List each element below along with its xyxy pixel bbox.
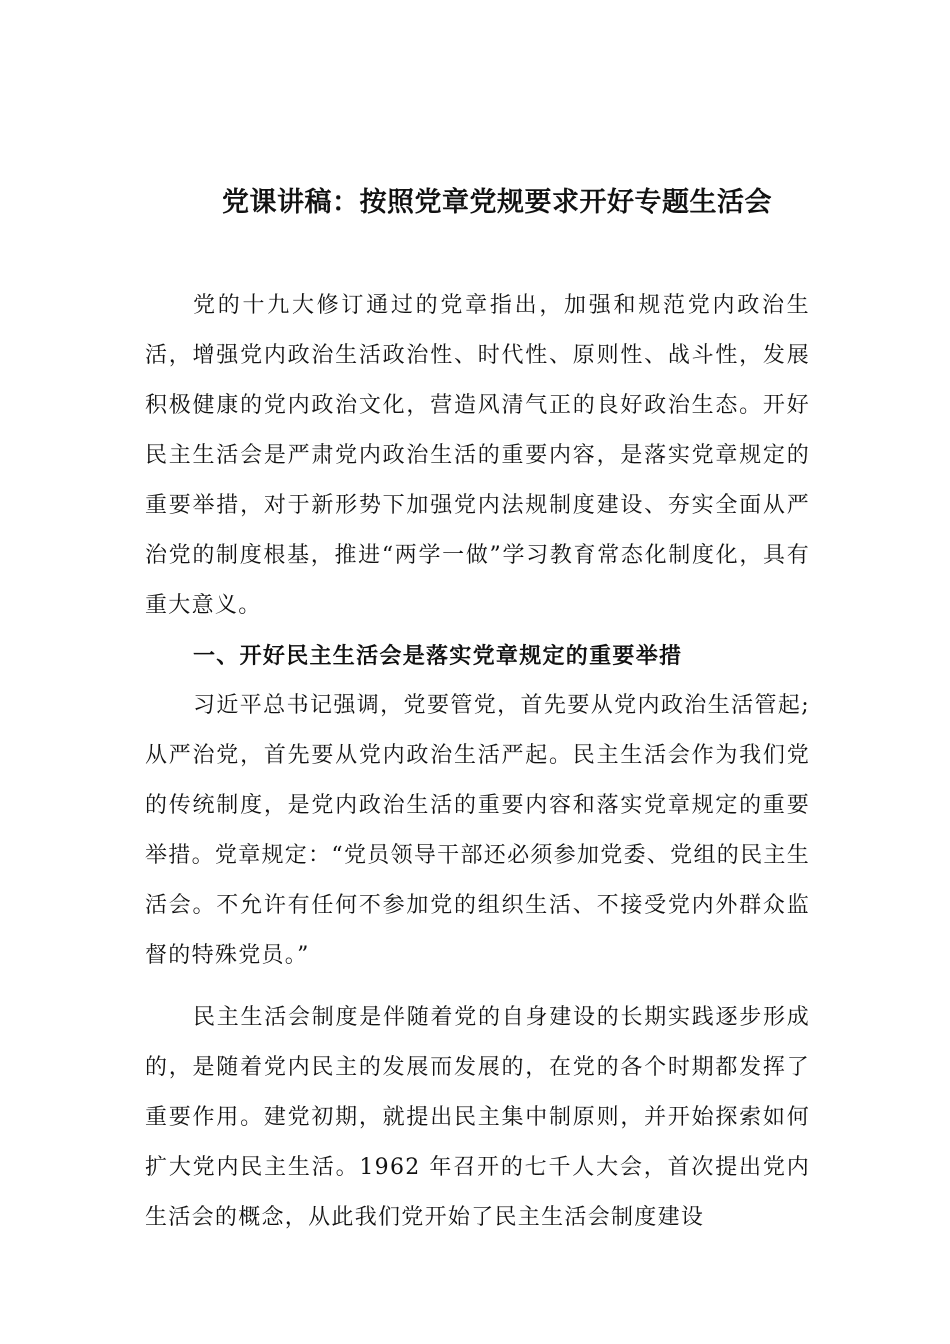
paragraph-section-1b: 民主生活会制度是伴随着党的自身建设的长期实践逐步形成的，是随着党内民主的发展而发展的，在党的各个时期都发挥了重要作用。建党初期，就提出民主集中制原则，并开始探索如何扩大党内民主生活。1962 年召开的七千人大会，首次提出党内生活会的概念，从此我们党开始了民主生活会制度建设 — [145, 1005, 810, 1230]
paragraph-section-1a: 习近平总书记强调，党要管党，首先要从党内政治生活管起;从严治党，首先要从党内政治生活严起。民主生活会作为我们党的传统制度，是党内政治生活的重要内容和落实党章规定的重要举措。党章规定：“党员领导干部还必须参加党委、党组的民主生活会。不允许有任何不参加党的组织生活、不接受党内外群众监督的特殊党员。” — [145, 693, 810, 968]
section-heading-1: 一、开好民主生活会是落实党章规定的重要举措 — [193, 643, 683, 669]
document-title: 党课讲稿：按照党章党规要求开好专题生活会 — [222, 187, 772, 218]
paragraph-intro: 党的十九大修订通过的党章指出，加强和规范党内政治生活，增强党内政治生活政治性、时代性、原则性、战斗性，发展积极健康的党内政治文化，营造风清气正的良好政治生态。开好民主生活会是严肃党内政治生活的重要内容，是落实党章规定的重要举措，对于新形势下加强党内法规制度建设、夯实全面从严治党的制度根基，推进“两学一做”学习教育常态化制度化，具有重大意义。 — [145, 293, 810, 618]
document-body — [145, 281, 810, 1243]
